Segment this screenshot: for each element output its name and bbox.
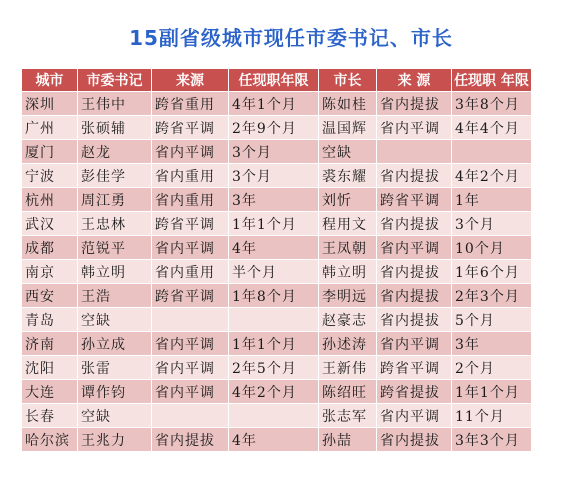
- cell-party-secretary: 空缺: [78, 308, 152, 332]
- table-row: [22, 236, 532, 260]
- cell-mayor-source: [377, 140, 452, 164]
- cell-party-secretary: 王兆力: [78, 428, 152, 452]
- cell-mayor: 李明远: [319, 284, 377, 308]
- cell-party-secretary: 周江勇: [78, 188, 152, 212]
- cell-mayor: 温国辉: [319, 116, 377, 140]
- cell-party-secretary: 张硕辅: [78, 116, 152, 140]
- cell-secretary-source: 省内重用: [152, 188, 229, 212]
- table-row: [22, 212, 532, 236]
- cell-mayor: 韩立明: [319, 260, 377, 284]
- cell-mayor: 程用文: [319, 212, 377, 236]
- cell-secretary-tenure: 2年5个月: [229, 356, 319, 380]
- col-header-city: 城市: [22, 69, 78, 92]
- cell-party-secretary: 韩立明: [78, 260, 152, 284]
- cell-mayor-source: 省内提拔: [377, 212, 452, 236]
- cell-mayor-tenure: 1年6个月: [452, 260, 532, 284]
- cell-secretary-source: 省内提拔: [152, 428, 229, 452]
- table-row: [22, 140, 532, 164]
- table-row: [22, 404, 532, 428]
- cell-mayor-source: 省内平调: [377, 236, 452, 260]
- page-title: 15副省级城市现任市委书记、市长: [129, 26, 453, 50]
- cell-city: 深圳: [22, 92, 78, 116]
- cell-mayor-tenure: 1年: [452, 188, 532, 212]
- cell-mayor: 空缺: [319, 140, 377, 164]
- cell-mayor-tenure: 3年8个月: [452, 92, 532, 116]
- table-row: [22, 308, 532, 332]
- cell-mayor-source: 跨省提拔: [377, 380, 452, 404]
- cell-mayor: 王凤朝: [319, 236, 377, 260]
- cell-party-secretary: 孙立成: [78, 332, 152, 356]
- cell-mayor-source: 省内平调: [377, 332, 452, 356]
- table-row: [22, 380, 532, 404]
- cell-secretary-source: 省内重用: [152, 260, 229, 284]
- table-row: [22, 428, 532, 452]
- table-row: [22, 356, 532, 380]
- cell-secretary-source: 跨省平调: [152, 116, 229, 140]
- cell-mayor-source: 省内提拔: [377, 428, 452, 452]
- cell-secretary-tenure: 4年1个月: [229, 92, 319, 116]
- cell-city: 西安: [22, 284, 78, 308]
- cell-city: 武汉: [22, 212, 78, 236]
- col-header-secretary-source: 来源: [152, 69, 229, 92]
- cell-secretary-source: 省内平调: [152, 236, 229, 260]
- cell-secretary-tenure: [229, 404, 319, 428]
- cell-city: 哈尔滨: [22, 428, 78, 452]
- cell-mayor-source: 省内提拔: [377, 164, 452, 188]
- officials-table: [21, 68, 532, 452]
- col-header-mayor-tenure: 任现职 年限: [452, 69, 532, 92]
- cell-city: 南京: [22, 260, 78, 284]
- cell-city: 厦门: [22, 140, 78, 164]
- cell-secretary-source: 省内平调: [152, 332, 229, 356]
- cell-secretary-source: [152, 308, 229, 332]
- cell-party-secretary: 范锐平: [78, 236, 152, 260]
- cell-secretary-tenure: 半个月: [229, 260, 319, 284]
- table-row: [22, 92, 532, 116]
- table-row: [22, 164, 532, 188]
- cell-mayor-source: 省内提拔: [377, 260, 452, 284]
- table-body: [22, 92, 532, 452]
- cell-party-secretary: 空缺: [78, 404, 152, 428]
- cell-mayor-tenure: 3年: [452, 332, 532, 356]
- cell-secretary-tenure: 1年1个月: [229, 212, 319, 236]
- cell-mayor-tenure: 4年2个月: [452, 164, 532, 188]
- cell-mayor-tenure: 11个月: [452, 404, 532, 428]
- cell-secretary-source: [152, 404, 229, 428]
- cell-mayor: 陈绍旺: [319, 380, 377, 404]
- col-header-mayor-source: 来 源: [377, 69, 452, 92]
- cell-party-secretary: 张雷: [78, 356, 152, 380]
- cell-secretary-tenure: 4年2个月: [229, 380, 319, 404]
- cell-secretary-tenure: 3年: [229, 188, 319, 212]
- cell-secretary-source: 省内平调: [152, 140, 229, 164]
- table-row: [22, 284, 532, 308]
- cell-party-secretary: 赵龙: [78, 140, 152, 164]
- cell-mayor: 赵豪志: [319, 308, 377, 332]
- cell-city: 长春: [22, 404, 78, 428]
- cell-secretary-source: 跨省平调: [152, 284, 229, 308]
- cell-secretary-tenure: 4年: [229, 428, 319, 452]
- cell-party-secretary: 谭作钧: [78, 380, 152, 404]
- cell-mayor: 孙述涛: [319, 332, 377, 356]
- cell-secretary-tenure: 3个月: [229, 164, 319, 188]
- col-header-secretary-tenure: 任现职年限: [229, 69, 319, 92]
- cell-mayor-source: 跨省平调: [377, 188, 452, 212]
- cell-secretary-tenure: [229, 308, 319, 332]
- cell-party-secretary: 王浩: [78, 284, 152, 308]
- cell-mayor: 裘东耀: [319, 164, 377, 188]
- cell-secretary-source: 跨省重用: [152, 92, 229, 116]
- cell-mayor-source: 省内提拔: [377, 92, 452, 116]
- cell-city: 大连: [22, 380, 78, 404]
- cell-mayor: 刘忻: [319, 188, 377, 212]
- cell-secretary-source: 省内平调: [152, 380, 229, 404]
- cell-secretary-source: 省内重用: [152, 164, 229, 188]
- cell-mayor-source: 省内提拔: [377, 284, 452, 308]
- cell-mayor-tenure: 3年3个月: [452, 428, 532, 452]
- cell-mayor: 张志军: [319, 404, 377, 428]
- cell-mayor-source: 跨省平调: [377, 356, 452, 380]
- cell-mayor-source: 省内平调: [377, 404, 452, 428]
- cell-mayor-tenure: 5个月: [452, 308, 532, 332]
- table-row: [22, 188, 532, 212]
- cell-mayor-tenure: 3个月: [452, 212, 532, 236]
- cell-mayor-source: 省内平调: [377, 116, 452, 140]
- cell-city: 杭州: [22, 188, 78, 212]
- cell-mayor: 王新伟: [319, 356, 377, 380]
- cell-city: 青岛: [22, 308, 78, 332]
- table-row: [22, 116, 532, 140]
- cell-party-secretary: 王忠林: [78, 212, 152, 236]
- cell-secretary-source: 省内平调: [152, 356, 229, 380]
- cell-mayor-tenure: 2年3个月: [452, 284, 532, 308]
- cell-mayor-tenure: 2个月: [452, 356, 532, 380]
- col-header-party-secretary: 市委书记: [78, 69, 152, 92]
- col-header-mayor: 市长: [319, 69, 377, 92]
- cell-city: 广州: [22, 116, 78, 140]
- cell-mayor: 陈如桂: [319, 92, 377, 116]
- table-header-row: [22, 69, 532, 92]
- cell-city: 成都: [22, 236, 78, 260]
- cell-city: 沈阳: [22, 356, 78, 380]
- cell-party-secretary: 王伟中: [78, 92, 152, 116]
- cell-secretary-tenure: 1年1个月: [229, 332, 319, 356]
- cell-city: 宁波: [22, 164, 78, 188]
- cell-secretary-tenure: 3个月: [229, 140, 319, 164]
- table-row: [22, 332, 532, 356]
- cell-mayor-tenure: 10个月: [452, 236, 532, 260]
- cell-secretary-tenure: 4年: [229, 236, 319, 260]
- cell-mayor-tenure: 4年4个月: [452, 116, 532, 140]
- cell-mayor-tenure: 1年1个月: [452, 380, 532, 404]
- cell-mayor-source: 省内提拔: [377, 308, 452, 332]
- cell-secretary-tenure: 1年8个月: [229, 284, 319, 308]
- cell-party-secretary: 彭佳学: [78, 164, 152, 188]
- cell-mayor: 孙喆: [319, 428, 377, 452]
- cell-city: 济南: [22, 332, 78, 356]
- cell-mayor-tenure: [452, 140, 532, 164]
- table-row: [22, 260, 532, 284]
- cell-secretary-tenure: 2年9个月: [229, 116, 319, 140]
- cell-secretary-source: 跨省平调: [152, 212, 229, 236]
